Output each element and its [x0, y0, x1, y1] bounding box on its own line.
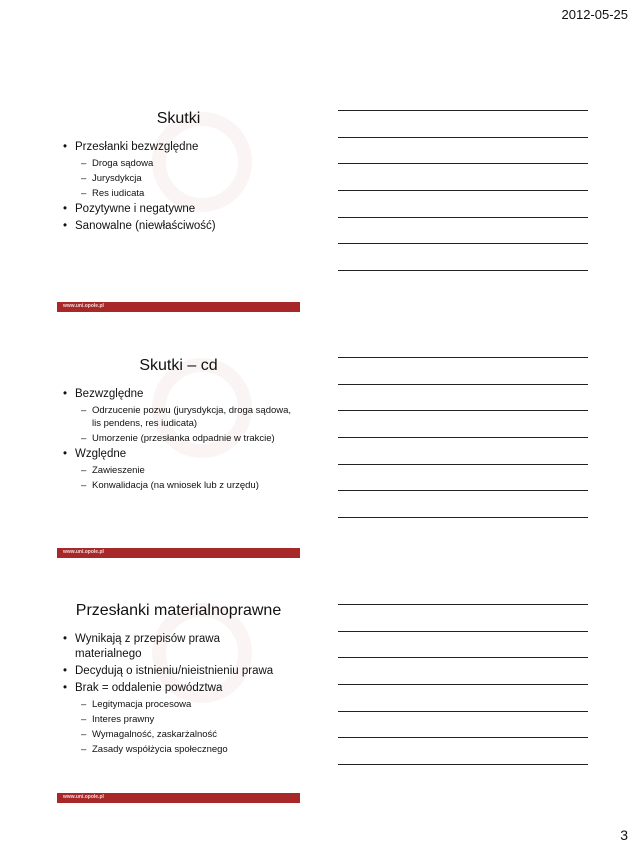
- note-line: [338, 384, 588, 385]
- slide-title: Przesłanki materialnoprawne: [75, 602, 282, 619]
- note-line: [338, 437, 588, 438]
- print-date: 2012-05-25: [561, 7, 628, 22]
- bullet-item: • Decydują o istnieniu/nieistnieniu prawa: [63, 664, 294, 679]
- note-line: [338, 631, 588, 632]
- slide-footer-bar: [57, 793, 300, 803]
- bullet-item: • Sanowalne (niewłaściwość): [63, 219, 294, 234]
- sub-bullet-item: – Res iudicata: [81, 188, 145, 199]
- note-line: [338, 490, 588, 491]
- slide-1: [57, 87, 300, 312]
- note-line: [338, 110, 588, 111]
- bullet-item: • Przesłanki bezwzględne: [63, 140, 294, 155]
- sub-bullet-item: – Wymagalność, zaskarżalność: [81, 729, 218, 740]
- note-line: [338, 410, 588, 411]
- slide-2: [57, 333, 300, 558]
- note-line: [338, 657, 588, 658]
- notes-lines-3: [338, 604, 588, 791]
- slide-3: [57, 578, 300, 803]
- footer-url: www.uni.opole.pl: [63, 303, 104, 309]
- bullet-item: • Wynikają z przepisów prawa materialnego: [63, 632, 294, 662]
- note-line: [338, 684, 588, 685]
- bullet-item: • Bezwzględne: [63, 387, 294, 402]
- sub-bullet-item: – Zasady współżycia społecznego: [81, 744, 228, 755]
- notes-lines-2: [338, 357, 588, 544]
- note-line: [338, 711, 588, 712]
- sub-bullet-item: – Jurysdykcja: [81, 173, 142, 184]
- slide-footer-bar: [57, 548, 300, 558]
- note-line: [338, 357, 588, 358]
- sub-bullet-item: – Konwalidacja (na wniosek lub z urzędu): [81, 480, 259, 491]
- note-line: [338, 737, 588, 738]
- note-line: [338, 190, 588, 191]
- page-number: 3: [620, 827, 628, 843]
- slide-title: Skutki – cd: [139, 357, 218, 374]
- note-line: [338, 517, 588, 518]
- sub-bullet-item: – Umorzenie (przesłanka odpadnie w trakcie): [81, 433, 275, 444]
- notes-lines-1: [338, 110, 588, 297]
- note-line: [338, 217, 588, 218]
- note-line: [338, 137, 588, 138]
- sub-bullet-item: – Interes prawny: [81, 714, 155, 725]
- bullet-item: • Brak = oddalenie powództwa: [63, 681, 294, 696]
- bullet-list: [63, 632, 294, 758]
- note-line: [338, 764, 588, 765]
- bullet-list: [63, 140, 294, 236]
- note-line: [338, 243, 588, 244]
- note-line: [338, 604, 588, 605]
- sub-bullet-item: – Droga sądowa: [81, 158, 154, 169]
- sub-bullet-item: – Odrzucenie pozwu (jurysdykcja, droga sądowa, lis pendens, res iudicata): [81, 405, 292, 429]
- note-line: [338, 464, 588, 465]
- sub-bullet-item: – Legitymacja procesowa: [81, 699, 192, 710]
- sub-bullet-item: – Zawieszenie: [81, 465, 145, 476]
- slide-title: Skutki: [156, 110, 201, 127]
- bullet-list: [63, 387, 294, 494]
- bullet-item: • Względne: [63, 447, 294, 462]
- bullet-item: • Pozytywne i negatywne: [63, 202, 294, 217]
- footer-url: www.uni.opole.pl: [63, 549, 104, 555]
- note-line: [338, 270, 588, 271]
- footer-url: www.uni.opole.pl: [63, 794, 104, 800]
- slide-footer-bar: [57, 302, 300, 312]
- note-line: [338, 163, 588, 164]
